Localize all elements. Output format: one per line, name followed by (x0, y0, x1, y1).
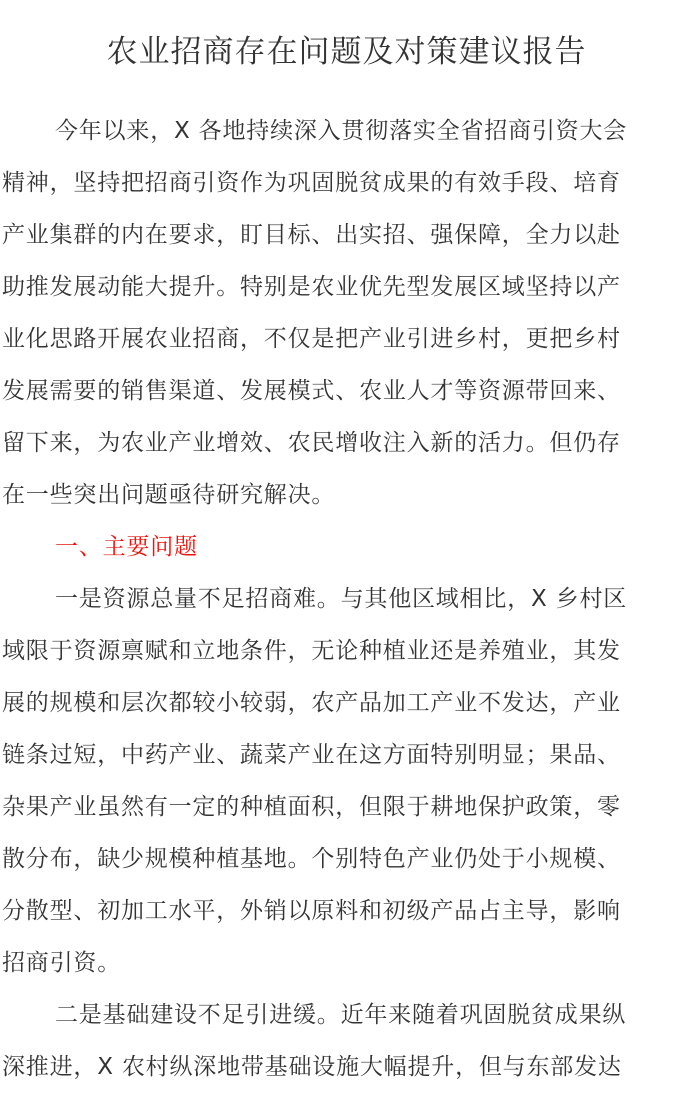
paragraph-2-line-6: 散分布，缺少规模种植基地。个别特色产业仍处于小规模、 (2, 846, 621, 872)
paragraph-2-line-8: 招商引资。 (2, 950, 121, 976)
paragraph-2-line-3: 展的规模和层次都较小较弱，农产品加工产业不发达，产业 (2, 690, 621, 716)
paragraph-1-line-2: 精神，坚持把招商引资作为巩固脱贫成果的有效手段、培育 (2, 170, 621, 196)
paragraph-2-line-4: 链条过短，中药产业、蔬菜产业在这方面特别明显；果品、 (2, 742, 621, 768)
paragraph-1-line-7: 留下来，为农业产业增效、农民增收注入新的活力。但仍存 (2, 430, 621, 456)
paragraph-1-line-4: 助推发展动能大提升。特别是农业优先型发展区域坚持以产 (2, 274, 621, 300)
paragraph-1-line-3: 产业集群的内在要求，盯目标、出实招、强保障，全力以赴 (2, 222, 621, 248)
paragraph-3-line-2: 深推进，X 农村纵深地带基础设施大幅提升，但与东部发达 (2, 1054, 622, 1080)
paragraph-2-line-2: 域限于资源禀赋和立地条件，无论种植业还是养殖业，其发 (2, 638, 621, 664)
paragraph-1-line-5: 业化思路开展农业招商，不仅是把产业引进乡村，更把乡村 (2, 326, 621, 352)
paragraph-1-line-8: 在一些突出问题亟待研究解决。 (2, 482, 336, 508)
paragraph-3-line-1: 二是基础建设不足引进缓。近年来随着巩固脱贫成果纵 (55, 1002, 627, 1028)
paragraph-1-line-6: 发展需要的销售渠道、发展模式、农业人才等资源带回来、 (2, 378, 621, 404)
paragraph-2-line-5: 杂果产业虽然有一定的种植面积，但限于耕地保护政策，零 (2, 794, 621, 820)
section-heading: 一、主要问题 (55, 534, 198, 560)
paragraph-2-line-7: 分散型、初加工水平，外销以原料和初级产品占主导，影响 (2, 898, 621, 924)
document-title: 农业招商存在问题及对策建议报告 (106, 34, 587, 70)
paragraph-2-line-1: 一是资源总量不足招商难。与其他区域相比，X 乡村区 (55, 586, 628, 612)
paragraph-1-line-1: 今年以来，X 各地持续深入贯彻落实全省招商引资大会 (55, 118, 628, 144)
